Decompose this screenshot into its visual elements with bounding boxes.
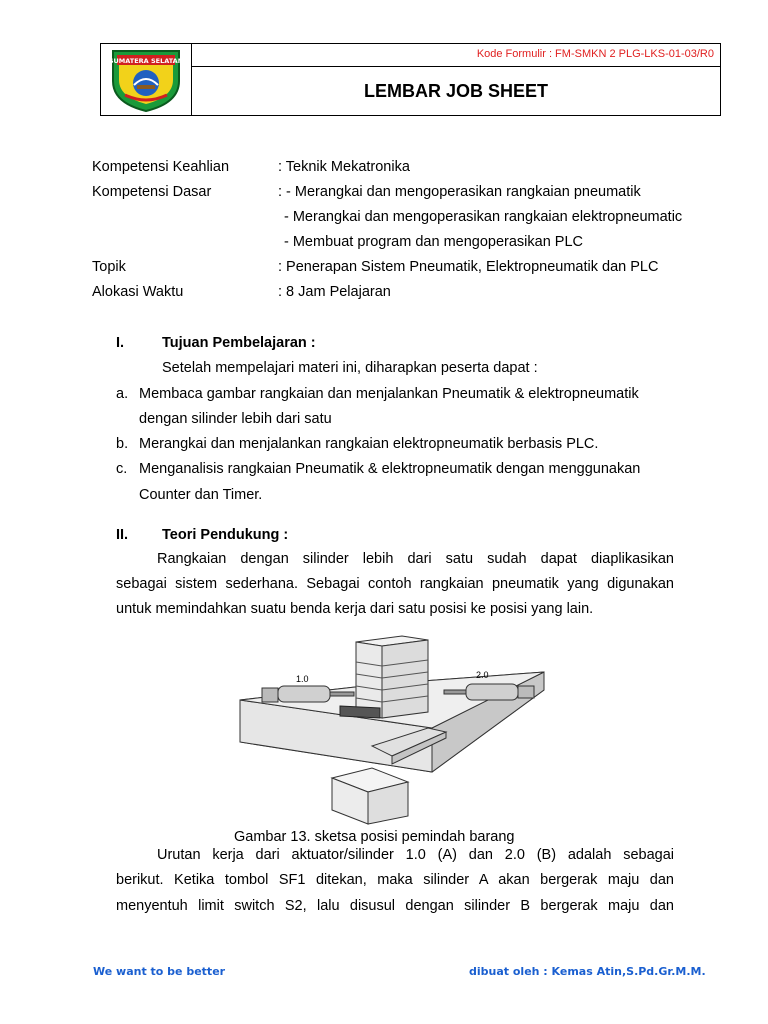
list-item-a-line1: Membaca gambar rangkaian dan menjalankan Pneumatik & elektropneumatik	[139, 386, 639, 402]
form-code: Kode Formulir : FM-SMKN 2 PLG-LKS-01-03/R0	[192, 44, 720, 67]
list-marker-c: c.	[116, 461, 128, 477]
para1-line3: untuk memindahkan suatu benda kerja dari satu posisi ke posisi yang lain.	[116, 601, 594, 617]
list-marker-b: b.	[116, 436, 129, 452]
list-item-b-line1: Merangkai dan menjalankan rangkaian elektropneumatik berbasis PLC.	[139, 436, 599, 452]
list-marker-a: a.	[116, 386, 129, 402]
province-logo	[107, 47, 185, 113]
para2-line1: Urutan kerja dari aktuator/silinder 1.0 (A) dan 2.0 (B) adalah sebagai	[157, 847, 674, 863]
section2-title: Teori Pendukung :	[162, 527, 289, 543]
header-table	[100, 43, 721, 116]
kompetensi-keahlian-label: Kompetensi Keahlian	[92, 159, 230, 175]
kompetensi-dasar-value-1: : - Merangkai dan mengoperasikan rangkaian pneumatik	[278, 184, 641, 200]
cylinder-label-1: 1.0	[296, 674, 309, 684]
topik-label: Topik	[92, 259, 126, 275]
list-item-a-line2: dengan silinder lebih dari satu	[139, 411, 332, 427]
figure-caption: Gambar 13. sketsa posisi pemindah barang	[234, 829, 515, 845]
kompetensi-keahlian-value: : Teknik Mekatronika	[278, 159, 410, 175]
page-title: LEMBAR JOB SHEET	[363, 81, 549, 101]
kompetensi-dasar-label: Kompetensi Dasar	[92, 184, 212, 200]
section1-title: Tujuan Pembelajaran :	[162, 335, 316, 351]
kompetensi-dasar-value-2: - Merangkai dan mengoperasikan rangkaian elektropneumatic	[284, 209, 683, 225]
cylinder-label-2: 2.0	[476, 670, 489, 680]
alokasi-value: : 8 Jam Pelajaran	[278, 284, 391, 300]
list-item-c-line2: Counter dan Timer.	[139, 487, 263, 503]
footer-author: dibuat oleh : Kemas Atin,S.Pd.Gr.M.M.	[469, 965, 706, 978]
section1-number: I.	[116, 335, 125, 351]
figure-pick-and-place-sketch	[232, 632, 552, 827]
para2-line3: menyentuh limit switch S2, lalu disusul dengan silinder B bergerak maju dan	[116, 898, 674, 914]
alokasi-label: Alokasi Waktu	[92, 284, 184, 300]
topik-value: : Penerapan Sistem Pneumatik, Elektropneumatik dan PLC	[278, 259, 659, 275]
kompetensi-dasar-value-3: - Membuat program dan mengoperasikan PLC	[284, 234, 584, 250]
logo-cell	[101, 44, 192, 115]
list-item-c-line1: Menganalisis rangkaian Pneumatik & elektropneumatik dengan menggunakan	[139, 461, 641, 477]
footer-motto: We want to be better	[93, 965, 226, 978]
section2-number: II.	[116, 527, 129, 543]
para1-line1: Rangkaian dengan silinder lebih dari satu sudah dapat diaplikasikan	[157, 551, 674, 567]
para2-line2: berikut. Ketika tombol SF1 ditekan, maka silinder A akan bergerak maju dan	[116, 872, 674, 888]
section1-intro: Setelah mempelajari materi ini, diharapkan peserta dapat :	[162, 360, 538, 376]
logo-text: SUMATERA SELATAN	[108, 57, 184, 65]
para1-line2: sebagai sistem sederhana. Sebagai contoh rangkaian pneumatik yang digunakan	[116, 576, 674, 592]
